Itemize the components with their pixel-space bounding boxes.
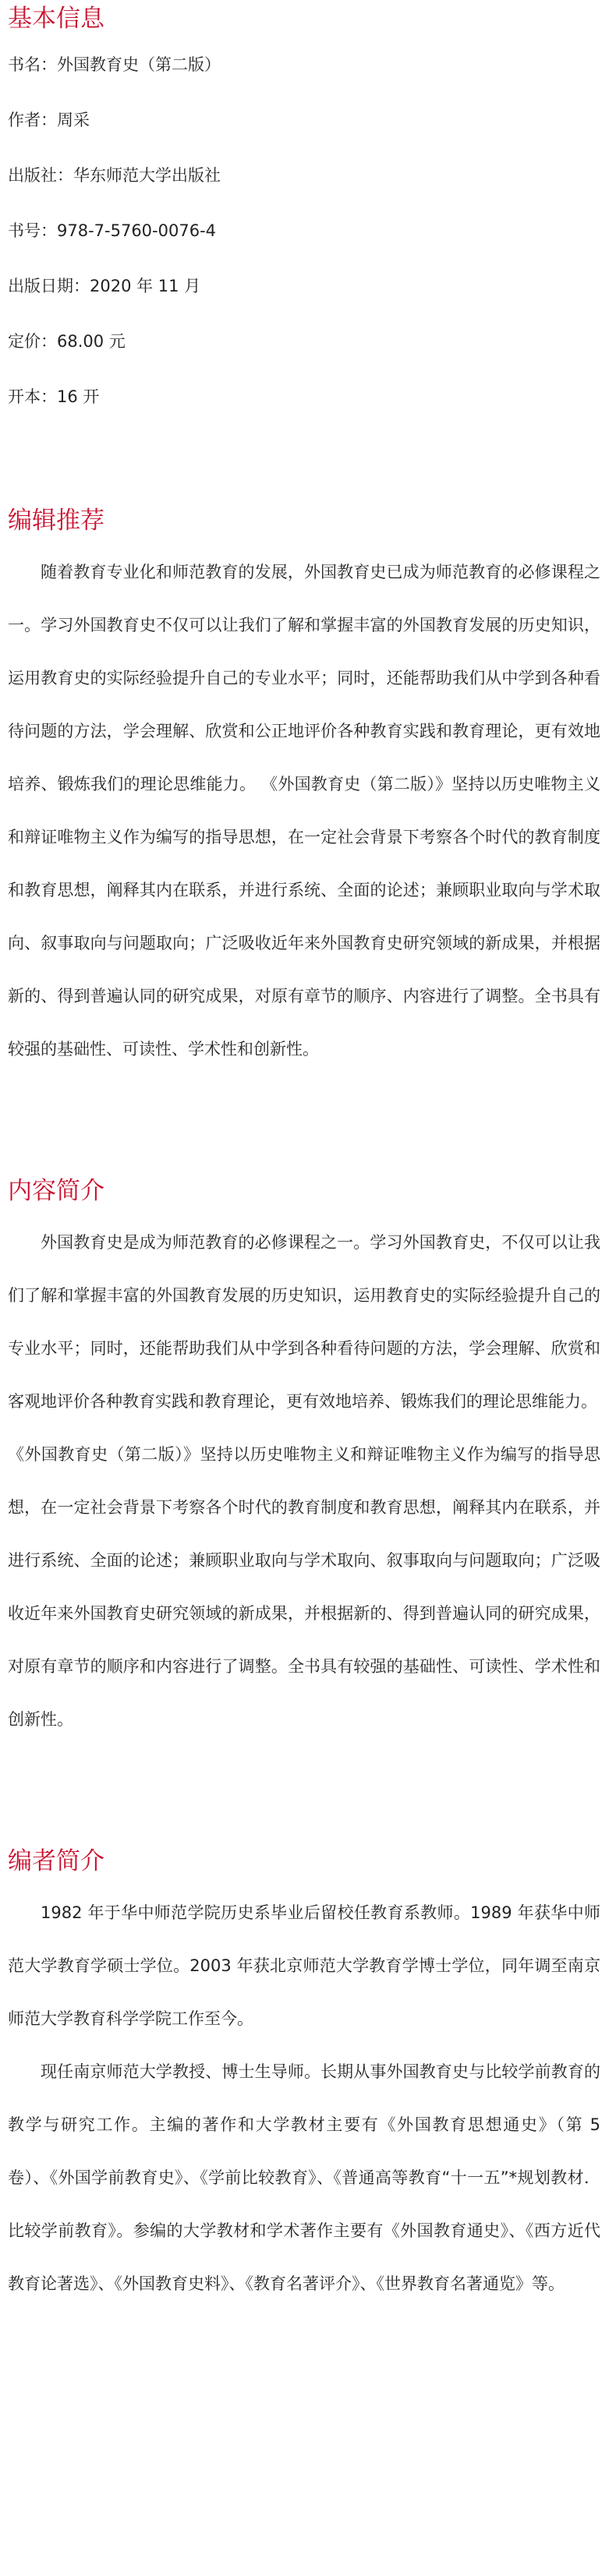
info-label: 书号 <box>8 221 41 240</box>
info-label: 出版社 <box>8 166 57 185</box>
content-intro-section <box>8 1175 600 1746</box>
info-label: 作者 <box>8 111 41 129</box>
basic-info-section <box>8 0 600 407</box>
info-row-publish-date: 出版日期：2020 年 11 月 <box>8 277 201 295</box>
info-label: 定价 <box>8 332 41 351</box>
info-value: 外国教育史（第二版） <box>57 55 221 74</box>
info-value: 16 开 <box>57 387 100 406</box>
author-intro-section <box>8 1846 600 2310</box>
content-intro-heading: 内容简介 <box>8 1177 104 1205</box>
info-row-format: 开本：16 开 <box>8 387 100 406</box>
content-intro-paragraph: 《外国教育史（第二版）》坚持以历史唯物主义和辩证唯物主义作为编写的指导思想，在一定社会背景下考察各个时代的教育制度和教育思想，阐释其内在联系，并进行系统、全面的论述；兼顾职业取向与学术取向、叙事取向与问题取向；广泛吸收近年来外国教育史研究领域的新成果，并根据新的、得到普遍认同的研究成果，对原有章节的顺序和内容进行了调整。全书具有较强的基础性、可读性、学术性和创新性。 <box>8 1445 600 1729</box>
info-row-author: 作者：周采 <box>8 111 90 129</box>
editor-recommendation-paragraph: 随着教育专业化和师范教育的发展，外国教育史已成为师范教育的必修课程之一。学习外国教育史不仅可以让我们了解和掌握丰富的外国教育发展的历史知识，运用教育史的实际经验提升自己的专业水平；同时，还能帮助我们从中学到各种看待问题的方法，学会理解、欣赏和公正地评价各种教育实践和教育理论，更有效地培养、锻炼我们的理论思维能力。 《外国教育史（第二版）》坚持以历史唯物主义和辩证唯物主义作为编写的指导思想，在一定社会背景下考察各个时代的教育制度和教育思想，阐释其内在联系，并进行系统、全面的论述；兼顾职业取向与学术取向、叙事取向与问题取向；广泛吸收近年来外国教育史研究领域的新成果，并根据新的、得到普遍认同的研究成果，对原有章节的顺序、内容进行了调整。全书具有较强的基础性、可读性、学术性和创新性。 <box>8 563 600 1058</box>
info-row-isbn: 书号：978-7-5760-0076-4 <box>8 221 217 240</box>
info-value: 68.00 元 <box>57 332 126 351</box>
info-row-price: 定价：68.00 元 <box>8 332 126 351</box>
editor-recommendation-heading: 编辑推荐 <box>8 507 104 535</box>
author-intro-heading: 编者简介 <box>8 1847 104 1875</box>
info-row-title: 书名：外国教育史（第二版） <box>8 55 221 74</box>
author-intro-paragraph: 现任南京师范大学教授、博士生导师。长期从事外国教育史与比较学前教育的教学与研究工作。主编的著作和大学教材主要有《外国教育思想通史》（第 5 卷）、《外国学前教育史》、《学前比较教育》、《普通高等教育“十一五”*规划教材．比较学前教育》。参编的大学教材和学术著作主要有《外国教育通史》、《西方近代教育论著选》、《外国教育史料》、《教育名著评介》、《世界教育名著通览》等。 <box>8 2062 600 2293</box>
info-value: 周采 <box>57 111 90 129</box>
info-label: 书名 <box>8 55 41 74</box>
basic-info-list <box>8 55 600 407</box>
info-row-publisher: 出版社：华东师范大学出版社 <box>8 166 221 185</box>
author-intro-paragraph: 1982 年于华中师范学院历史系毕业后留校任教育系教师。1989 年获华中师范大学教育学硕士学位。2003 年获北京师范大学教育学博士学位，同年调至南京师范大学教育科学学院工作至今。 <box>8 1903 600 2028</box>
info-value: 978-7-5760-0076-4 <box>57 221 217 240</box>
info-value: 华东师范大学出版社 <box>73 166 221 185</box>
content-intro-paragraph: 外国教育史是成为师范教育的必修课程之一。学习外国教育史，不仅可以让我们了解和掌握丰富的外国教育发展的历史知识，运用教育史的实际经验提升自己的专业水平；同时，还能帮助我们从中学到各种看待问题的方法，学会理解、欣赏和客观地评价各种教育实践和教育理论，更有效地培养、锻炼我们的理论思维能力。 <box>8 1233 600 1411</box>
info-label: 开本 <box>8 387 41 406</box>
info-value: 2020 年 11 月 <box>90 277 201 295</box>
editor-recommendation-section <box>8 505 600 1076</box>
basic-info-heading: 基本信息 <box>8 5 104 33</box>
info-label: 出版日期 <box>8 277 73 295</box>
